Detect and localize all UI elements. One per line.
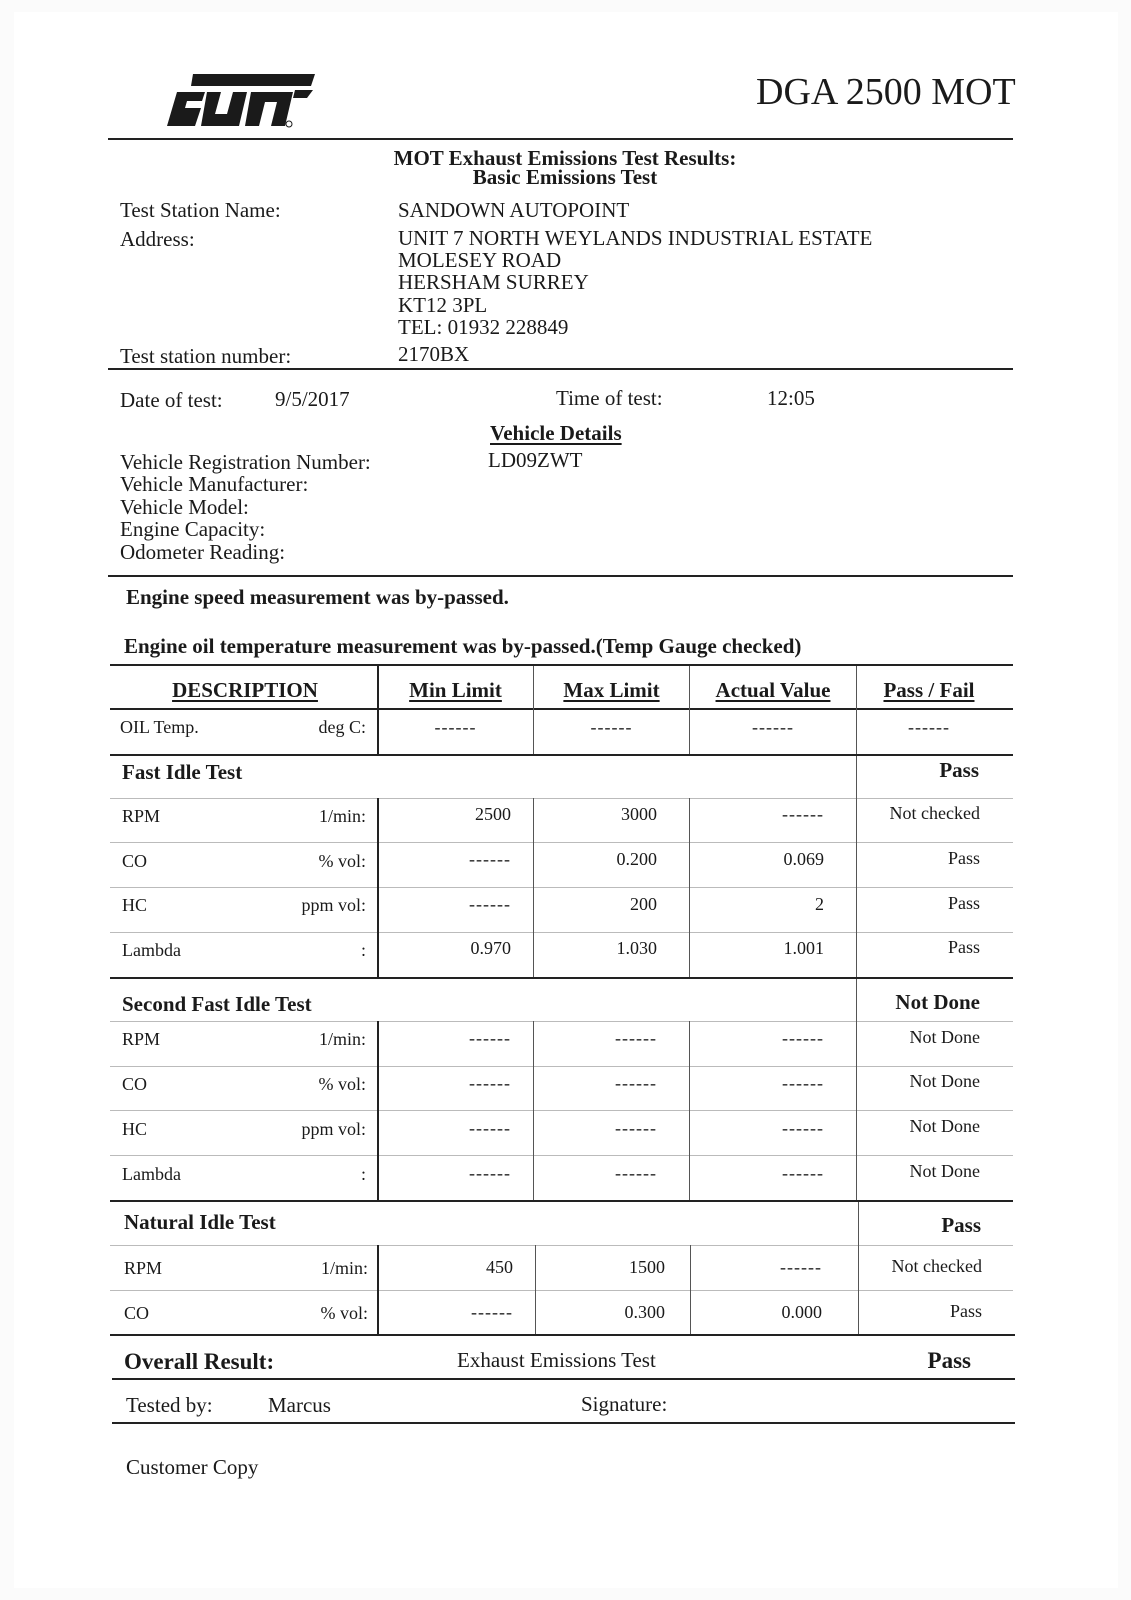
row-name: RPM: [122, 806, 161, 826]
vehicle-model-label: Vehicle Model:: [120, 495, 249, 519]
address-label: Address:: [120, 227, 195, 251]
row-name: HC: [122, 895, 148, 915]
row-name: HC: [122, 1119, 148, 1139]
row-name: OIL Temp.: [120, 717, 199, 737]
row-unit: % vol:: [318, 851, 366, 871]
station-name: SANDOWN AUTOPOINT: [398, 198, 630, 222]
section-title: Fast Idle Test: [122, 760, 243, 784]
max-value: 0.200: [616, 849, 657, 869]
max-value: 3000: [621, 804, 657, 824]
min-value: ------: [469, 1118, 511, 1138]
row-name: RPM: [124, 1258, 163, 1278]
row-unit: % vol:: [320, 1303, 368, 1323]
actual-value: ------: [752, 717, 794, 737]
row-divider: [110, 932, 1013, 933]
actual-value: 0.069: [783, 849, 824, 869]
signature-label: Signature:: [581, 1392, 668, 1416]
actual-value: ------: [782, 1073, 824, 1093]
column-header-result: Pass / Fail: [883, 678, 975, 702]
note-oil-temp: Engine oil temperature measurement was by-passed.(Temp Gauge checked): [124, 634, 802, 658]
divider: [108, 575, 1013, 577]
column-header-min: Min Limit: [409, 678, 502, 702]
station-name-label: Test Station Name:: [120, 198, 281, 222]
row-name: Lambda: [122, 1164, 181, 1184]
min-value: ------: [471, 1302, 513, 1322]
section-border: [110, 1200, 1013, 1202]
sun-logo: [165, 68, 317, 130]
actual-value: 2: [815, 894, 824, 914]
address-line: HERSHAM SURREY: [398, 270, 589, 294]
row-name: Lambda: [122, 940, 181, 960]
vehicle-details-heading: Vehicle Details: [490, 421, 622, 445]
row-name: CO: [124, 1303, 150, 1323]
result-value: Not Done: [909, 1071, 980, 1091]
section-border: [110, 977, 1013, 979]
time-label: Time of test:: [556, 386, 663, 410]
result-value: Pass: [947, 937, 980, 957]
actual-value: ------: [780, 1257, 822, 1277]
actual-value: ------: [782, 804, 824, 824]
min-value: ------: [469, 1163, 511, 1183]
section-title: Natural Idle Test: [124, 1210, 276, 1234]
device-model: DGA 2500 MOT: [756, 71, 1016, 113]
table-bottom-border: [110, 1334, 1015, 1336]
section-result: Pass: [941, 1213, 981, 1237]
odometer-label: Odometer Reading:: [120, 540, 286, 564]
max-value: 200: [630, 894, 657, 914]
station-number: 2170BX: [398, 342, 470, 366]
max-value: ------: [590, 717, 633, 737]
row-unit: 1/min:: [318, 806, 366, 826]
min-value: ------: [469, 849, 511, 869]
test-time: 12:05: [767, 386, 815, 410]
report-title: MOT Exhaust Emissions Test Results:: [393, 146, 737, 170]
row-divider: [110, 1290, 1013, 1291]
max-value: ------: [615, 1028, 657, 1048]
customer-copy-label: Customer Copy: [126, 1455, 259, 1479]
station-number-label: Test station number:: [120, 344, 292, 368]
result-value: Not Done: [909, 1116, 980, 1136]
date-label: Date of test:: [120, 388, 223, 412]
column-divider: [377, 1245, 379, 1334]
column-header-max: Max Limit: [563, 678, 660, 702]
overall-test-name: Exhaust Emissions Test: [457, 1348, 656, 1372]
address-line: TEL: 01932 228849: [398, 315, 569, 339]
result-value: Not checked: [891, 1256, 982, 1276]
row-unit: ppm vol:: [301, 895, 366, 915]
section-border: [110, 754, 1013, 756]
max-value: ------: [615, 1073, 657, 1093]
row-divider: [110, 1245, 1013, 1246]
result-value: ------: [908, 717, 950, 737]
row-name: CO: [122, 851, 148, 871]
max-value: 0.300: [624, 1302, 665, 1322]
address-line: KT12 3PL: [398, 293, 488, 317]
result-value: Not checked: [889, 803, 980, 823]
min-value: ------: [469, 1028, 511, 1048]
result-value: Pass: [947, 893, 980, 913]
row-unit: ppm vol:: [301, 1119, 366, 1139]
row-unit: :: [360, 940, 366, 960]
address-line: UNIT 7 NORTH WEYLANDS INDUSTRIAL ESTATE: [398, 226, 873, 250]
result-value: Pass: [947, 848, 980, 868]
row-divider: [110, 798, 1013, 799]
row-name: RPM: [122, 1029, 161, 1049]
row-divider: [110, 1021, 1013, 1022]
divider: [112, 1378, 1015, 1380]
engine-capacity-label: Engine Capacity:: [120, 517, 266, 541]
tested-by: Marcus: [268, 1393, 331, 1417]
test-date: 9/5/2017: [275, 387, 350, 411]
actual-value: ------: [782, 1163, 824, 1183]
result-value: Not Done: [909, 1027, 980, 1047]
table-header-border: [110, 708, 1013, 710]
min-value: ------: [434, 717, 477, 737]
vehicle-reg-label: Vehicle Registration Number:: [120, 450, 371, 474]
vehicle-reg: LD09ZWT: [488, 448, 583, 472]
row-divider: [110, 887, 1013, 888]
divider: [112, 1422, 1015, 1424]
row-divider: [110, 1155, 1013, 1156]
actual-value: ------: [782, 1118, 824, 1138]
row-name: CO: [122, 1074, 148, 1094]
divider: [108, 368, 1013, 370]
overall-result-label: Overall Result:: [124, 1349, 275, 1374]
row-unit: 1/min:: [318, 1029, 366, 1049]
overall-result: Pass: [927, 1348, 971, 1373]
row-divider: [110, 842, 1013, 843]
address-line: MOLESEY ROAD: [398, 248, 562, 272]
row-unit: 1/min:: [320, 1258, 368, 1278]
note-engine-speed: Engine speed measurement was by-passed.: [126, 585, 509, 609]
max-value: ------: [615, 1163, 657, 1183]
section-result: Pass: [939, 758, 979, 782]
report-subtitle: Basic Emissions Test: [472, 165, 658, 189]
min-value: ------: [469, 894, 511, 914]
section-title: Second Fast Idle Test: [122, 992, 312, 1016]
actual-value: 0.000: [781, 1302, 822, 1322]
divider: [108, 138, 1013, 140]
min-value: 2500: [475, 804, 511, 824]
column-header-actual: Actual Value: [715, 678, 831, 702]
min-value: ------: [469, 1073, 511, 1093]
max-value: 1500: [629, 1257, 665, 1277]
column-header-description: DESCRIPTION: [172, 678, 318, 702]
row-unit: :: [360, 1164, 366, 1184]
min-value: 450: [486, 1257, 513, 1277]
max-value: ------: [615, 1118, 657, 1138]
row-unit: deg C:: [318, 717, 366, 737]
row-divider: [110, 1066, 1013, 1067]
tested-by-label: Tested by:: [126, 1393, 213, 1417]
result-value: Not Done: [909, 1161, 980, 1181]
table-top-border: [110, 664, 1013, 666]
row-unit: % vol:: [318, 1074, 366, 1094]
vehicle-manufacturer-label: Vehicle Manufacturer:: [120, 472, 309, 496]
max-value: 1.030: [616, 938, 657, 958]
actual-value: ------: [782, 1028, 824, 1048]
section-result: Not Done: [895, 990, 980, 1014]
min-value: 0.970: [470, 938, 511, 958]
row-divider: [110, 1110, 1013, 1111]
result-value: Pass: [949, 1301, 982, 1321]
actual-value: 1.001: [783, 938, 824, 958]
